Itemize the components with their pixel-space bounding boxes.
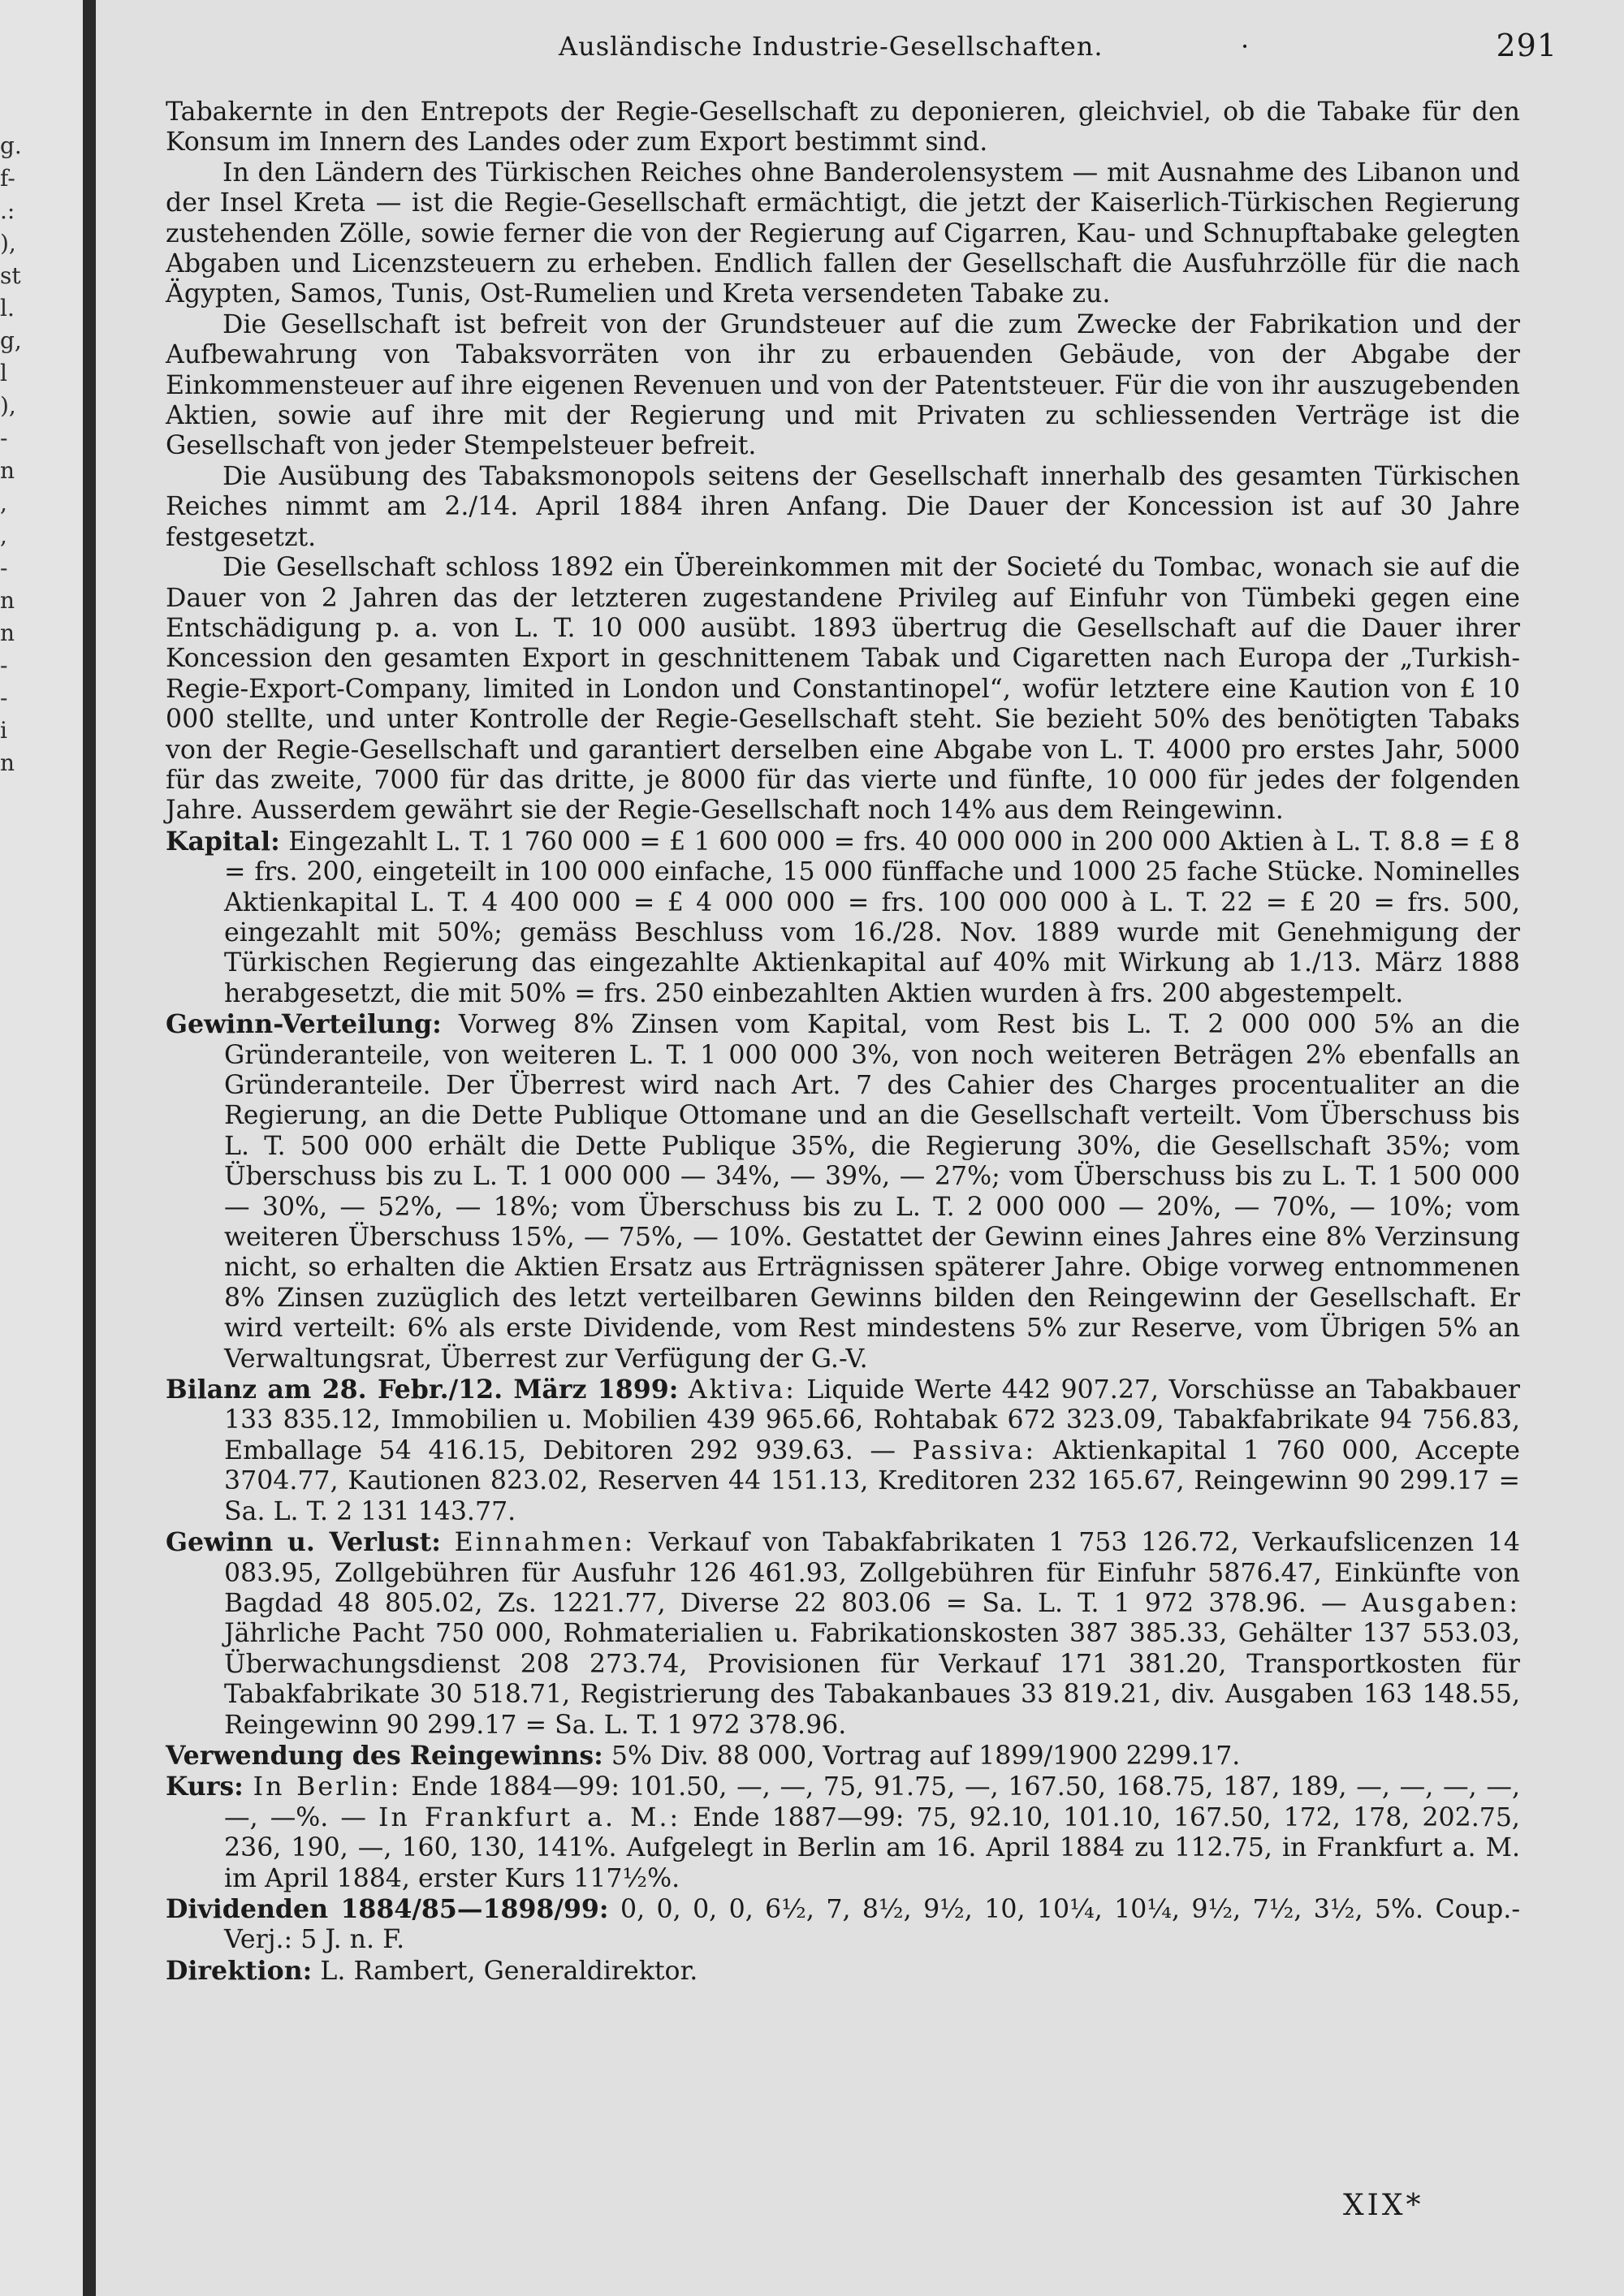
entry-text: Jährliche Pacht 750 000, Rohmaterialien u. Fabrikationskosten 387 385.33, Gehälter 137 553.03, Überwachungsdienst 208 273.74, Provisionen für Verkauf 171 381.20, Transportkosten für Tabakfabrikate 30 518.71, Registrierung des Tabakanbaues 33 819.21, div. Ausgaben 163 148.55, Reingewinn 90 299.17 = Sa. L. T. 1 972 378.96. — [224, 1619, 1520, 1740]
entry-label: Bilanz am 28. Febr./12. März 1899: — [166, 1375, 679, 1405]
entry-text — [678, 1375, 688, 1405]
previous-page-fragment: n — [0, 587, 15, 614]
entry-text: Ende 1884—99: 101.50, —, —, 75, 91.75, —, 167.50, 168.75, 187, 189, —, —, —, —, —, —%. — — [224, 1772, 1521, 1832]
entry-text: Verkauf von Tabakfabrikaten 1 753 126.72, Verkaufslicenzen 14 083.95, Zollgebühren für Ausfuhr 126 461.93, Zollgebühren für Einfuhr 5876.47, Einkünfte von Bagdad 48 805.02, Zs. 1221.77, Diverse 22 803.06 = Sa. L. T. 1 972 378.96. — — [224, 1528, 1520, 1618]
signature-mark: XIX* — [1343, 2189, 1424, 2222]
data-entry — [166, 1894, 1520, 1956]
document-page — [96, 0, 1624, 2296]
entry-text — [244, 1772, 253, 1802]
paragraph-continuation: Tabakernte in den Entrepots der Regie-Gesellschaft zu deponieren, gleichviel, ob die Tabake für den Konsum im Innern des Landes oder zum Export bestimmt sind. — [166, 97, 1520, 158]
previous-page-fragment: ), — [0, 230, 16, 257]
running-title: Ausländische Industrie-Gesellschaften. — [559, 31, 1104, 62]
entry-label: Kurs: — [166, 1772, 244, 1802]
previous-page-fragment: n — [0, 619, 15, 646]
data-entry — [166, 1741, 1520, 1772]
previous-page-fragment: - — [0, 652, 8, 679]
previous-page-fragment: - — [0, 684, 8, 711]
data-entry — [166, 1375, 1520, 1527]
paragraph-tax-collection: In den Ländern des Türkischen Reiches ohne Banderolensystem — mit Ausnahme des Libanon und der Insel Kreta — ist die Regie-Gesellschaft ermächtigt, die jetzt der Kaiserlich-Türkischen Regierung zustehenden Zölle, sowie ferner die von der Regierung auf Cigarren, Kau- und Schnupftabake gelegten Abgaben und Licenzsteuern zu erheben. Endlich fallen der Gesellschaft die Ausfuhrzölle für die nach Ägypten, Samos, Tunis, Ost-Rumelien und Kreta versendeten Tabake zu. — [166, 158, 1520, 309]
previous-page-fragment: i — [0, 717, 7, 744]
previous-page-fragment: , — [0, 522, 7, 549]
entry-sublabel: Aktiva: — [688, 1375, 797, 1405]
page-number: 291 — [1496, 28, 1557, 63]
paragraph-agreements: Die Gesellschaft schloss 1892 ein Übereinkommen mit der Societé du Tombac, wonach sie auf die Dauer von 2 Jahren das der letzteren zugestandene Privileg auf Einfuhr von Tümbeki gegen eine Entschädigung p. a. von L. T. 10 000 ausübt. 1893 übertrug die Gesellschaft auf die Dauer ihrer Koncession den gesamten Export in geschnittenem Tabak und Cigaretten nach Europa der „Turkish-Regie-Export-Company, limited in London und Constantinopel“, wofür letztere eine Kaution von £ 10 000 stellte, und unter Kontrolle der Regie-Gesellschaft steht. Sie bezieht 50% des benötigten Tabaks von der Regie-Gesellschaft und garantiert derselben eine Abgabe von L. T. 4000 pro erstes Jahr, 5000 für das zweite, 7000 für das dritte, je 8000 für das vierte und fünfte, 10 000 für jedes der folgenden Jahre. Ausserdem gewährt sie der Regie-Gesellschaft noch 14% aus dem Reingewinn. — [166, 553, 1520, 826]
entry-text: Vorweg 8% Zinsen vom Kapital, vom Rest bis L. T. 2 000 000 5% an die Gründeranteile, von weiteren L. T. 1 000 000 3%, von noch weiteren Beträgen 2% ebenfalls an Gründeranteile. Der Überrest wird nach Art. 7 des Cahier des Charges procentualiter an die Regierung, an die Dette Publique Ottomane und an die Gesellschaft verteilt. Vom Überschuss bis L. T. 500 000 erhält die Dette Publique 35%, die Regierung 30%, die Gesellschaft 35%; vom Überschuss bis zu L. T. 1 000 000 — 34%, — 39%, — 27%; vom Überschuss bis zu L. T. 1 500 000 — 30%, — 52%, — 18%; vom Überschuss bis zu L. T. 2 000 000 — 20%, — 70%, — 10%; vom weiteren Überschuss 15%, — 75%, — 10%. Gestattet der Gewinn eines Jahres eine 8% Verzinsung nicht, so erhalten die Aktien Ersatz aus Erträgnissen späterer Jahre. Obige vorweg entnommenen 8% Zinsen zuzüglich des letzt verteilbaren Gewinns bilden den Reingewinn der Gesellschaft. Er wird verteilt: 6% als erste Dividende, vom Rest mindestens 5% zur Reserve, vom Übrigen 5% an Verwaltungsrat, Überrest zur Verfügung der G.-V. — [224, 1010, 1520, 1374]
previous-page-fragment: l — [0, 360, 7, 386]
entry-label: Gewinn-Verteilung: — [166, 1009, 442, 1040]
entry-sublabel: Ausgaben: — [1361, 1588, 1520, 1618]
page-header — [559, 28, 1557, 71]
data-entry — [166, 1009, 1520, 1375]
previous-page-fragment: , — [0, 490, 7, 516]
entry-label: Dividenden 1884/85—1898/99: — [166, 1893, 609, 1924]
entry-text: 0, 0, 0, 0, 6½, 7, 8½, 9½, 10, 10¼, 10¼, 9½, 7½, 3½, 5%. Coup.-Verj.: 5 J. n. F. — [224, 1894, 1520, 1955]
entry-text: Ende 1887—99: 75, 92.10, 101.10, 167.50, 172, 178, 202.75, 236, 190, —, 160, 130, 141%. Aufgelegt in Berlin am 16. April 1884 zu 112.75, in Frankfurt a. M. im April 1884, erster Kurs 117½%. — [224, 1802, 1520, 1893]
previous-page-fragment: f- — [0, 165, 15, 192]
previous-page-fragment: n — [0, 749, 15, 776]
entry-sublabel: In Berlin: — [253, 1772, 402, 1802]
entry-text — [441, 1528, 455, 1557]
entry-label: Gewinn u. Verlust: — [166, 1527, 441, 1558]
entry-text: L. Rambert, Generaldirektor. — [312, 1956, 698, 1986]
previous-page-fragment: g, — [0, 327, 22, 354]
paragraph-tax-exemption: Die Gesellschaft ist befreit von der Grundsteuer auf die zum Zwecke der Fabrikation und der Aufbewahrung von Tabaksvorräten von ihr zu erbauenden Gebäude, von der Abgabe der Einkommensteuer auf ihre eigenen Revenuen und von der Patentsteuer. Für die von ihr auszugebenden Aktien, sowie auf ihre mit der Regierung und mit Privaten zu schliessenden Verträge ist die Gesellschaft von jeder Stempelsteuer befreit. — [166, 309, 1520, 461]
previous-page-text-fragments — [0, 130, 24, 779]
previous-page-fragment: ), — [0, 392, 16, 419]
header-dot: · — [1241, 31, 1250, 62]
left-page-margin — [0, 0, 85, 2296]
data-entry — [166, 1772, 1520, 1894]
entry-label: Kapital: — [166, 826, 280, 857]
entry-text: Aktienkapital 1 760 000, Accepte 3704.77, Kautionen 823.02, Reserven 44 151.13, Kreditoren 232 165.67, Reingewinn 90 299.17 = Sa. L. T. 2 131 143.77. — [224, 1435, 1520, 1526]
previous-page-fragment: g. — [0, 132, 22, 159]
previous-page-fragment: - — [0, 555, 8, 581]
data-entry — [166, 1527, 1520, 1741]
paragraph-monopoly-duration: Die Ausübung des Tabaksmonopols seitens der Gesellschaft innerhalb des gesamten Türkischen Reiches nimmt am 2./14. April 1884 ihren Anfang. Die Dauer der Koncession ist auf 30 Jahre festgesetzt. — [166, 461, 1520, 552]
entry-text: 5% Div. 88 000, Vortrag auf 1899/1900 2299.17. — [603, 1741, 1241, 1771]
previous-page-fragment: .: — [0, 197, 15, 224]
previous-page-fragment: n — [0, 457, 15, 484]
entry-text: Liquide Werte 442 907.27, Vorschüsse an Tabakbauer 133 835.12, Immobilien u. Mobilien 439 965.66, Rohtabak 672 323.09, Tabakfabrikate 94 756.83, Emballage 54 416.15, Debitoren 292 939.63. — — [224, 1375, 1521, 1465]
previous-page-fragment: l. — [0, 295, 15, 322]
entry-label: Direktion: — [166, 1955, 313, 1986]
entry-label: Verwendung des Reingewinns: — [166, 1740, 603, 1771]
book-binding-shadow — [83, 0, 96, 2296]
previous-page-fragment: st — [0, 262, 21, 289]
company-data-entries — [166, 826, 1520, 1987]
data-entry — [166, 826, 1520, 1009]
entry-sublabel: Einnahmen: — [454, 1528, 636, 1558]
page-body — [166, 97, 1520, 1987]
data-entry — [166, 1956, 1520, 1987]
previous-page-fragment: - — [0, 425, 8, 451]
entry-sublabel: Passiva: — [912, 1435, 1037, 1465]
entry-text: Eingezahlt L. T. 1 760 000 = £ 1 600 000 = frs. 40 000 000 in 200 000 Aktien à L. T. 8.8 = £ 8 = frs. 200, eingeteilt in 100 000 einfache, 15 000 fünffache und 1000 25 fache Stücke. Nominelles Aktienkapital L. T. 4 400 000 = £ 4 000 000 = frs. 100 000 000 à L. T. 22 = £ 20 = frs. 500, eingezahlt mit 50%; gemäss Beschluss vom 16./28. Nov. 1889 wurde mit Genehmigung der Türkischen Regierung das eingezahlte Aktienkapital auf 40% mit Wirkung ab 1./13. März 1888 herabgesetzt, die mit 50% = frs. 250 einbezahlten Aktien wurden à frs. 200 abgestempelt. — [224, 826, 1520, 1008]
entry-sublabel: In Frankfurt a. M.: — [378, 1802, 681, 1832]
